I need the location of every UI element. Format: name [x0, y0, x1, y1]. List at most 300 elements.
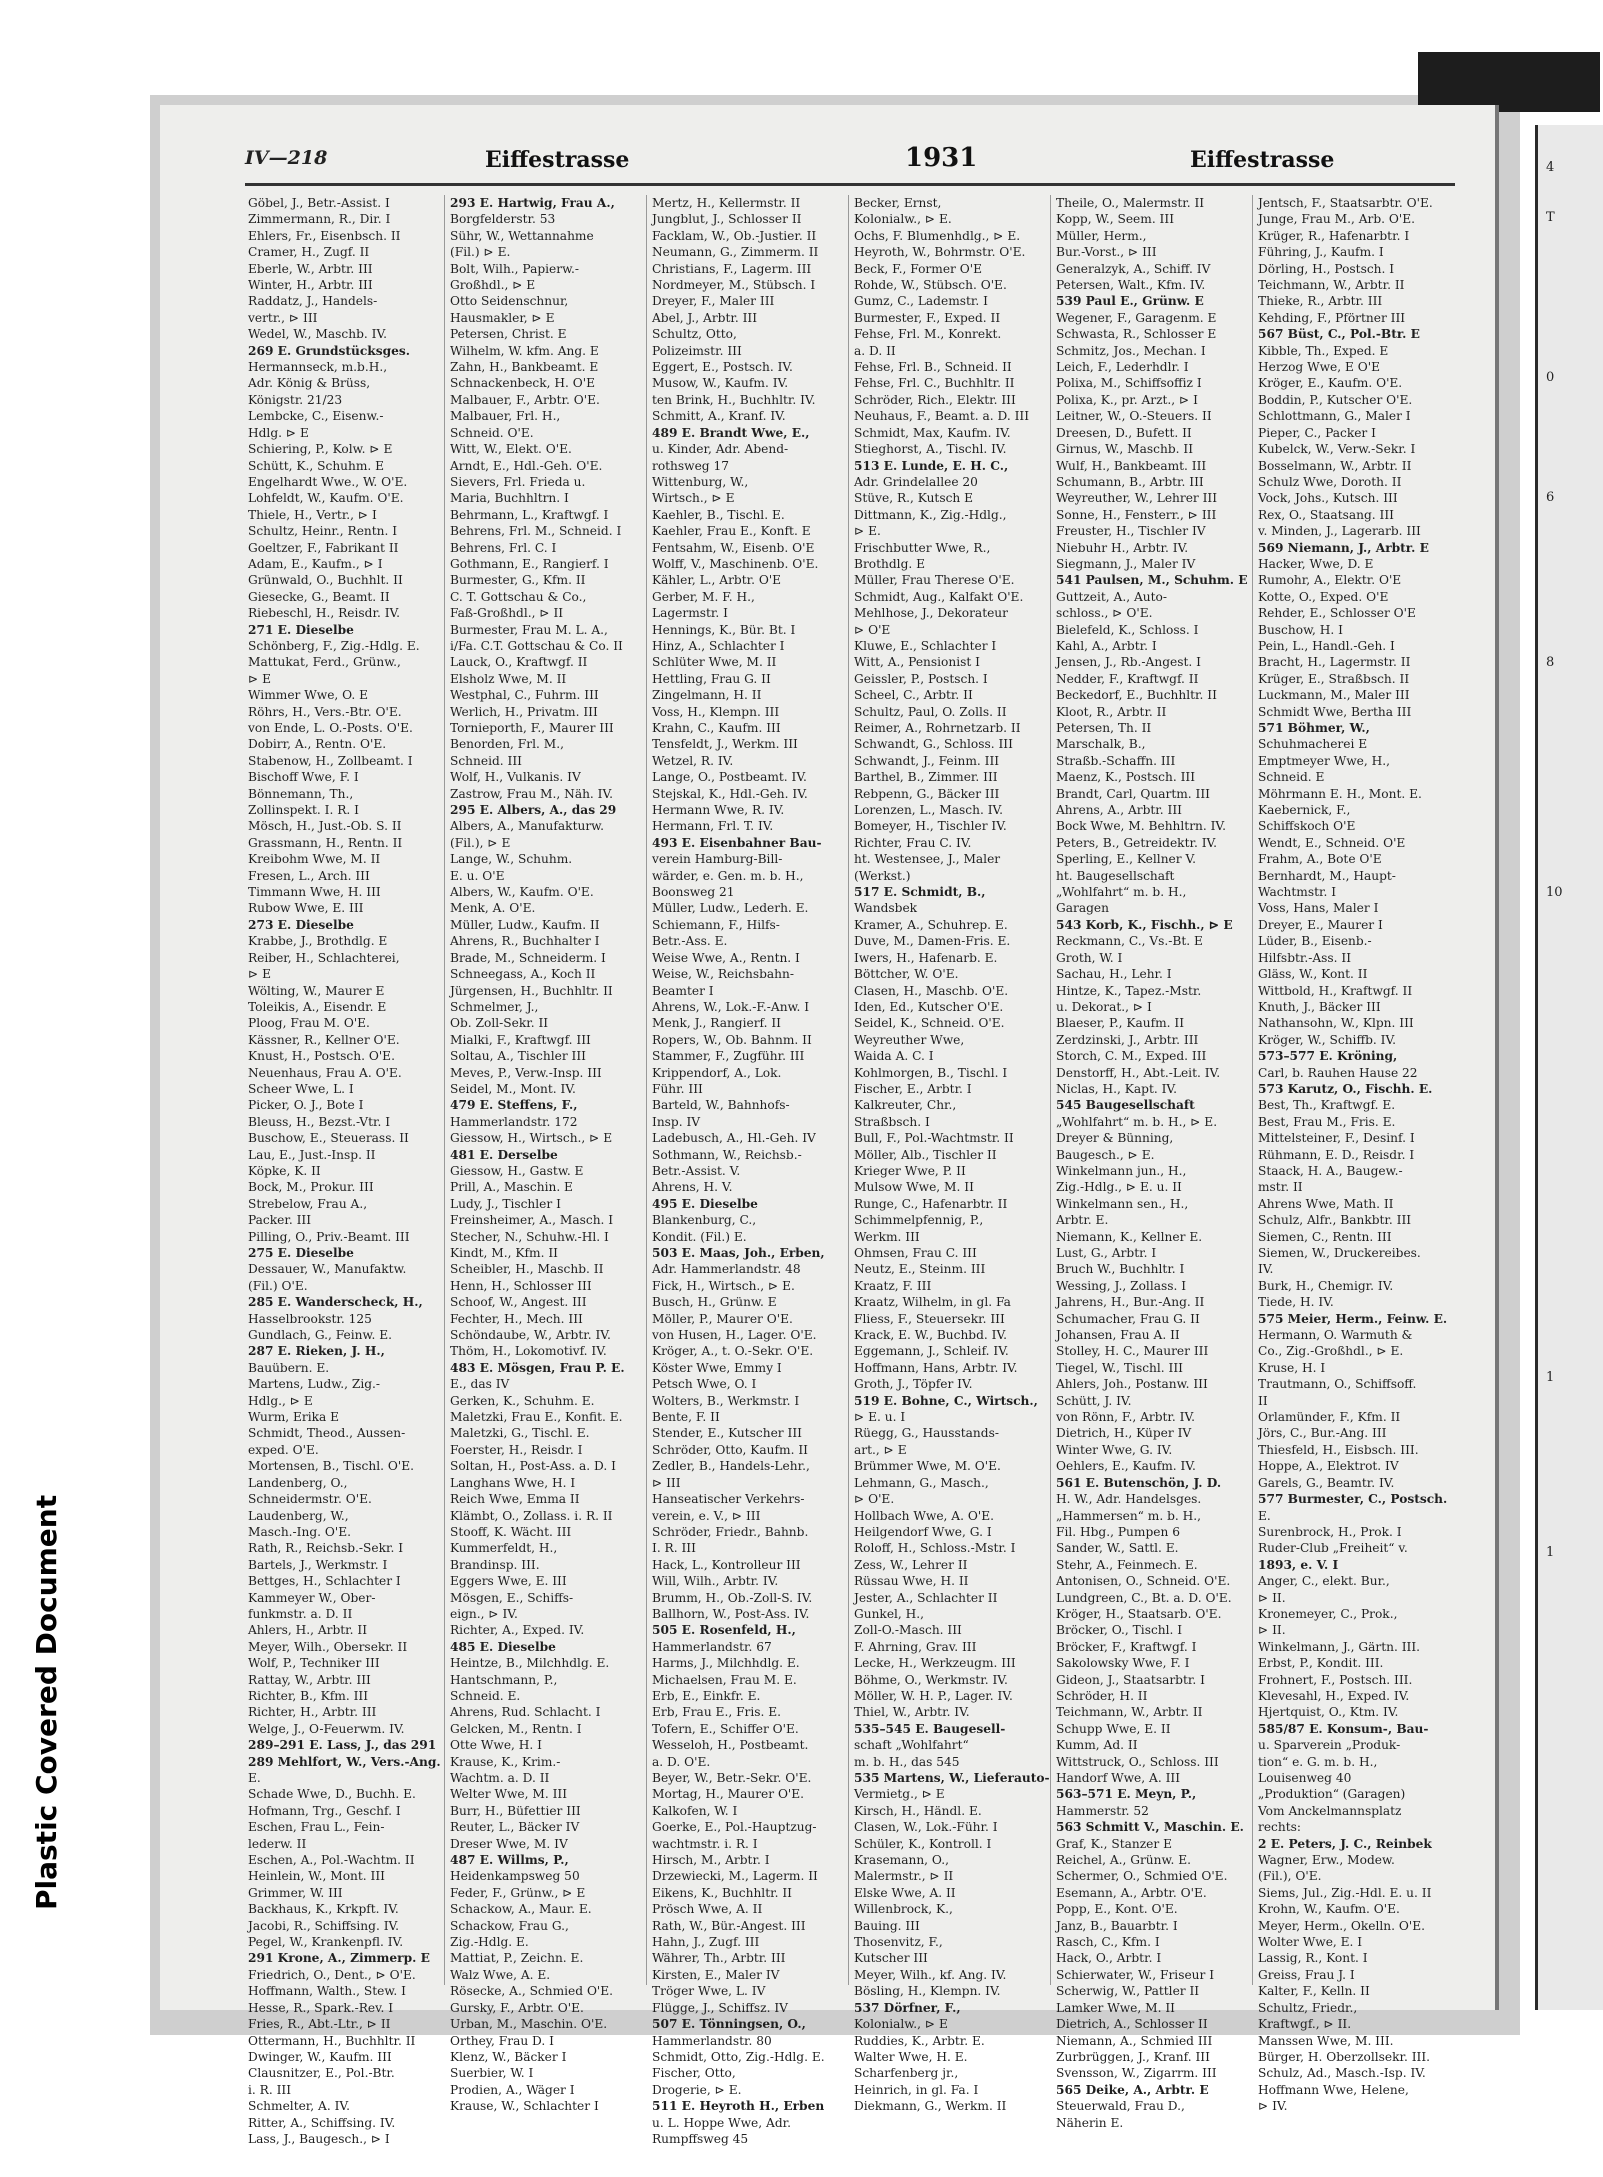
directory-entry: Krüger, R., Hafenarbtr. I	[1258, 228, 1410, 243]
directory-entry: Will, Wilh., Arbtr. IV.	[652, 1574, 779, 1589]
directory-entry: Kolonialw., ⊳ E	[854, 2017, 948, 2032]
directory-entry: Soltau, A., Tischler III	[450, 1049, 586, 1064]
directory-entry: rechts:	[1258, 1820, 1301, 1835]
directory-entry: Petsch Wwe, O. I	[652, 1377, 757, 1392]
directory-entry: Landenberg, O.,	[248, 1475, 348, 1490]
directory-entry: Greiss, Frau J. I	[1258, 1967, 1355, 1982]
directory-entry: Niemann, A., Schmied III	[1056, 2033, 1213, 2048]
directory-entry: Bauübern. E.	[248, 1360, 330, 1375]
directory-entry: Storch, C. M., Exped. III	[1056, 1049, 1207, 1064]
directory-entry: Drzewiecki, M., Lagerm. II	[652, 1869, 818, 1884]
directory-entry: Krasemann, O.,	[854, 1853, 949, 1868]
directory-entry: Zedler, B., Handels-Lehr.,	[652, 1459, 810, 1474]
directory-entry: Westphal, C., Fuhrm. III	[450, 688, 599, 703]
directory-entry: 271 E. Dieselbe	[248, 622, 354, 637]
directory-entry: Louisenweg 40	[1258, 1771, 1352, 1785]
directory-entry: Petersen, Th. II	[1056, 721, 1152, 735]
directory-entry: 535–545 E. Baugesell-	[854, 1721, 1006, 1736]
directory-entry: Dreyer, F., Maler III	[652, 294, 775, 309]
directory-entry: Teichmann, W., Arbtr. II	[1056, 1705, 1203, 1720]
directory-entry: Brandinsp. III.	[450, 1557, 540, 1572]
directory-entry: Krack, E. W., Buchbd. IV.	[854, 1328, 1008, 1343]
directory-entry: Reuter, L., Bäcker IV	[450, 1820, 580, 1835]
directory-entry: Nordmeyer, M., Stübsch. I	[652, 278, 816, 293]
directory-entry: Goerke, E., Pol.-Hauptzug-	[652, 1820, 817, 1835]
directory-entry: schloss., ⊳ O'E.	[1056, 606, 1153, 621]
directory-entry: Hermann, Frl. T. IV.	[652, 819, 774, 834]
directory-entry: Kraftwgf., ⊳ II.	[1258, 2017, 1352, 2032]
directory-entry: Antonisen, O., Schneid. O'E.	[1056, 1574, 1231, 1589]
directory-entry: Schade Wwe, D., Buchh. E.	[248, 1787, 416, 1802]
directory-entry: Kalter, F., Kelln. II	[1258, 1984, 1370, 1999]
directory-entry: Röhrs, H., Vers.-Btr. O'E.	[248, 704, 402, 719]
directory-entry: Zimmermann, R., Dir. I	[248, 212, 391, 227]
directory-entry: mstr. II	[1258, 1180, 1303, 1195]
directory-entry: Beck, F., Former O'E	[854, 261, 982, 276]
directory-entry: Kreibohm Wwe, M. II	[248, 852, 381, 867]
directory-entry: wärder, e. Gen. m. b. H.,	[652, 868, 804, 883]
directory-entry: Bleuss, H., Bezst.-Vtr. I	[248, 1114, 391, 1129]
directory-entry: ⊳ O'E	[854, 622, 891, 637]
directory-entry: Rumpffsweg 45	[652, 2131, 749, 2146]
directory-entry: Rohde, W., Stübsch. O'E.	[854, 278, 1007, 293]
directory-entry: Schackow, Frau G.,	[450, 1918, 569, 1933]
directory-entry: Garagen	[1056, 901, 1109, 916]
directory-entry: Ladebusch, A., Hl.-Geh. IV	[652, 1131, 816, 1146]
directory-entry: Kalkreuter, Chr.,	[854, 1098, 957, 1113]
directory-entry: Polixa, K., pr. Arzt., ⊳ I	[1056, 392, 1198, 407]
directory-entry: Wolters, B., Werkmstr. I	[652, 1393, 800, 1408]
directory-entry: Urban, M., Maschin. O'E.	[450, 2017, 608, 2032]
facing-page-char: 0	[1546, 370, 1555, 385]
directory-entry: Hammerlandstr. 172	[450, 1114, 578, 1129]
directory-entry: Rüegg, G., Hausstands-	[854, 1426, 999, 1441]
directory-entry: Ritter, A., Schiffsing. IV.	[248, 2115, 396, 2130]
directory-entry: verein Hamburg-Bill-	[652, 852, 783, 867]
directory-entry: Adr. Hammerlandstr. 48	[652, 1262, 801, 1277]
directory-entry: Feder, F., Grünw., ⊳ E	[450, 1885, 586, 1900]
directory-entry: Hanseatischer Verkehrs-	[652, 1492, 805, 1507]
directory-entry: Hantschmann, P.,	[450, 1672, 558, 1687]
directory-entry: Möller, P., Maurer O'E.	[652, 1311, 793, 1326]
directory-entry: Hermannseck, m.b.H.,	[248, 360, 388, 375]
directory-entry: Frischbutter Wwe, R.,	[854, 540, 991, 555]
directory-entry: Adr. Grindelallee 20	[854, 474, 978, 489]
directory-entry: Schwandt, G., Schloss. III	[854, 737, 1013, 752]
directory-entry: Pegel, W., Krankenpfl. IV.	[248, 1935, 404, 1950]
directory-entry: Bomeyer, H., Tischler IV.	[854, 819, 1007, 834]
directory-entry: Freinsheimer, A., Masch. I	[450, 1213, 614, 1228]
facing-page-char: T	[1546, 210, 1555, 225]
directory-entry: Burk, H., Chemigr. IV.	[1258, 1278, 1394, 1293]
directory-entry: Bischoff Wwe, F. I	[248, 770, 359, 785]
directory-entry: Jürgensen, H., Buchhltr. II	[450, 983, 613, 998]
directory-entry: Peters, B., Getreidektr. IV.	[1056, 835, 1218, 850]
directory-entry: Krüger, E., Straßbsch. II	[1258, 671, 1410, 686]
directory-entry: Elsholz Wwe, M. II	[450, 671, 567, 686]
directory-entry: I. R. III	[652, 1541, 696, 1556]
directory-entry: Schmidt Wwe, Bertha III	[1258, 704, 1412, 719]
directory-entry: Königstr. 21/23	[248, 392, 343, 407]
directory-entry: Wachtm. a. D. II	[450, 1771, 550, 1785]
directory-entry: Ropers, W., Ob. Bahnm. II	[652, 1032, 812, 1047]
directory-entry: Zerdzinski, J., Arbtr. III	[1056, 1032, 1199, 1047]
directory-entry: Tornieporth, F., Maurer III	[450, 721, 614, 735]
directory-entry: Eschen, Frau L., Fein-	[248, 1820, 385, 1835]
directory-entry: Lehmann, G., Masch.,	[854, 1475, 989, 1490]
directory-entry: Schackow, A., Maur. E.	[450, 1902, 592, 1917]
directory-entry: Maria, Buchhltrn. I	[450, 491, 569, 506]
directory-entry: von Rönn, F., Arbtr. IV.	[1056, 1410, 1196, 1425]
directory-entry: E.	[1258, 1508, 1271, 1523]
directory-entry: Clasen, H., Maschb. O'E.	[854, 983, 1009, 998]
directory-entry: Janz, B., Bauarbtr. I	[1056, 1918, 1178, 1933]
directory-entry: vertr., ⊳ III	[248, 310, 318, 325]
directory-entry: Bauing. III	[854, 1918, 920, 1933]
directory-entry: 571 Böhmer, W.,	[1258, 721, 1370, 735]
directory-entry: Kindt, M., Kfm. II	[450, 1246, 558, 1260]
directory-entry: Thosenvitz, F.,	[854, 1935, 943, 1950]
directory-entry: Ohmsen, Frau C. III	[854, 1246, 977, 1260]
directory-entry: Maenz, K., Postsch. III	[1056, 770, 1196, 785]
directory-entry: Schmidt, Theod., Aussen-	[248, 1426, 406, 1441]
directory-entry: Mösch, H., Just.-Ob. S. II	[248, 819, 402, 834]
directory-entry: 513 E. Lunde, E. H. C.,	[854, 458, 1009, 473]
facing-page-edge	[1535, 125, 1603, 2010]
directory-entry: Scheibler, H., Maschb. II	[450, 1262, 604, 1277]
directory-entry: 535 Martens, W., Lieferauto-	[854, 1771, 1050, 1785]
directory-entry: Schmelter, A. IV.	[248, 2099, 350, 2114]
directory-column-6	[1258, 195, 1448, 2114]
directory-entry: Rühmann, E. D., Reisdr. I	[1258, 1147, 1415, 1162]
directory-entry: Malbauer, F., Arbtr. O'E.	[450, 392, 600, 407]
directory-entry: Hahn, J., Zugf. III	[652, 1935, 760, 1950]
directory-entry: Stüve, R., Kutsch E	[854, 491, 974, 506]
directory-entry: Beyer, W., Betr.-Sekr. O'E.	[652, 1771, 812, 1785]
directory-entry: Fil. Hbg., Pumpen 6	[1056, 1524, 1180, 1539]
directory-entry: Wachtmstr. I	[1258, 885, 1337, 900]
directory-entry: Strebelow, Frau A.,	[248, 1196, 368, 1211]
directory-entry: Meyer, Wilh., Obersekr. II	[248, 1639, 408, 1654]
directory-entry: u. Dekorat., ⊳ I	[1056, 999, 1152, 1014]
directory-entry: Esemann, A., Arbtr. O'E.	[1056, 1885, 1207, 1900]
directory-entry: Köster Wwe, Emmy I	[652, 1360, 782, 1375]
directory-entry: Ahrens Wwe, Math. II	[1258, 1196, 1394, 1211]
directory-entry: ⊳ II.	[1258, 1590, 1286, 1605]
directory-entry: lederw. II	[248, 1836, 307, 1851]
directory-entry: Winkelmann, J., Gärtn. III.	[1258, 1639, 1421, 1654]
directory-entry: Bernhardt, M., Haupt-	[1258, 868, 1396, 883]
directory-entry: Abel, J., Arbtr. III	[652, 310, 758, 325]
directory-entry: Ochs, F. Blumenhdlg., ⊳ E.	[854, 228, 1021, 243]
directory-entry: Staack, H. A., Baugew.-	[1258, 1163, 1403, 1178]
directory-entry: 295 E. Albers, A., das 29	[450, 803, 617, 818]
directory-entry: Lorenzen, L., Masch. IV.	[854, 803, 1004, 818]
directory-entry: Ahrens, H. V.	[652, 1180, 733, 1195]
directory-entry: Lust, G., Arbtr. I	[1056, 1246, 1157, 1260]
directory-entry: Bielefeld, K., Schloss. I	[1056, 622, 1199, 637]
directory-entry: Burmester, F., Exped. II	[854, 310, 1001, 325]
directory-entry: Dreser Wwe, M. IV	[450, 1836, 568, 1851]
directory-entry: Reiber, H., Schlachterei,	[248, 950, 400, 965]
directory-entry: a. D. O'E.	[652, 1754, 711, 1769]
directory-entry: Masch.-Ing. O'E.	[248, 1524, 351, 1539]
directory-entry: Fehse, Frl. C., Buchhltr. II	[854, 376, 1015, 391]
directory-entry: Neumann, G., Zimmerm. II	[652, 245, 819, 260]
directory-entry: Sander, W., Sattl. E.	[1056, 1541, 1179, 1556]
directory-entry: Ballhorn, W., Post-Ass. IV.	[652, 1606, 810, 1621]
directory-entry: Hdlg., ⊳ E	[248, 1393, 313, 1408]
directory-entry: Sühr, W., Wettannahme	[450, 228, 594, 243]
directory-entry: Kehding, F., Pförtner III	[1258, 310, 1406, 325]
directory-entry: Reimer, A., Rohrnetzarb. II	[854, 721, 1021, 735]
directory-entry: Toleikis, A., Eisendr. E	[248, 999, 387, 1014]
directory-entry: Gunkel, H.,	[854, 1606, 925, 1621]
directory-entry: Witt, A., Pensionist I	[854, 655, 980, 670]
directory-entry: Fehse, Frl. B., Schneid. II	[854, 360, 1012, 375]
directory-entry: Ottermann, H., Buchhltr. II	[248, 2033, 416, 2048]
directory-entry: Pieper, C., Packer I	[1258, 425, 1376, 440]
directory-entry: Baugesch., ⊳ E.	[1056, 1147, 1155, 1162]
directory-entry: Kluwe, E., Schlachter I	[854, 638, 997, 653]
directory-entry: Bartels, J., Werkmstr. I	[248, 1557, 388, 1572]
directory-entry: Schmidt, Max, Kaufm. IV.	[854, 425, 1011, 440]
directory-entry: Schütt, K., Schuhm. E	[248, 458, 385, 473]
directory-entry: Kibble, Th., Exped. E	[1258, 343, 1389, 358]
directory-entry: Vermietg., ⊳ E	[854, 1787, 945, 1802]
directory-entry: Krause, W., Schlachter I	[450, 2099, 599, 2114]
directory-entry: Adr. König & Brüss,	[248, 376, 371, 391]
directory-entry: Manssen Wwe, M. III.	[1258, 2033, 1394, 2048]
directory-entry: Arbtr. E.	[1056, 1213, 1109, 1228]
directory-entry: Zollinspekt. I. R. I	[248, 803, 359, 818]
directory-entry: Währer, Th., Arbtr. III	[652, 1951, 786, 1966]
directory-entry: Ludy, J., Tischler I	[450, 1196, 561, 1211]
directory-entry: funkmstr. a. D. II	[248, 1606, 353, 1621]
directory-entry: Brandt, Carl, Quartm. III	[1056, 786, 1210, 801]
directory-entry: Frahm, A., Bote O'E	[1258, 852, 1382, 867]
directory-entry: Stolley, H. C., Maurer III	[1056, 1344, 1209, 1359]
directory-entry: Dörling, H., Postsch. I	[1258, 261, 1395, 276]
directory-entry: Straßbsch. I	[854, 1114, 930, 1129]
directory-entry: Schiffskoch O'E	[1258, 819, 1356, 834]
directory-entry: Richter, Frau C. IV.	[854, 835, 972, 850]
directory-entry: Schultz, Heinr., Rentn. I	[248, 524, 398, 539]
directory-entry: Straßb.-Schaffn. III	[1056, 753, 1176, 768]
directory-entry: Schlottmann, G., Maler I	[1258, 409, 1411, 424]
directory-entry: Bröcker, F., Kraftwgf. I	[1056, 1639, 1197, 1654]
directory-entry: Ahlers, H., Arbtr. II	[248, 1623, 368, 1638]
directory-entry: 2 E. Peters, J. C., Reinbek	[1258, 1836, 1432, 1851]
directory-entry: Petersen, Christ. E	[450, 327, 567, 342]
directory-entry: Stejskal, K., Hdl.-Geh. IV.	[652, 786, 808, 801]
directory-entry: Rösecke, A., Schmied O'E.	[450, 1984, 614, 1999]
directory-entry: Grassmann, H., Rentn. II	[248, 835, 403, 850]
directory-entry: Schneid. E.	[450, 1688, 521, 1703]
directory-entry: Schneid. O'E.	[450, 425, 534, 440]
directory-entry: Niemann, K., Kellner E.	[1056, 1229, 1203, 1244]
directory-entry: ⊳ E.	[854, 524, 881, 539]
directory-entry: 541 Paulsen, M., Schuhm. E	[1056, 573, 1248, 588]
directory-entry: Walter Wwe, H. E.	[854, 2049, 968, 2064]
directory-entry: C. T. Gottschau & Co.,	[450, 589, 587, 604]
directory-entry: Lassig, R., Kont. I	[1258, 1951, 1368, 1966]
directory-entry: u. L. Hoppe Wwe, Adr.	[652, 2115, 791, 2130]
directory-entry: Werlich, H., Privatm. III	[450, 704, 598, 719]
directory-entry: Prill, A., Maschin. E	[450, 1180, 573, 1195]
directory-entry: Co., Zig.-Großhdl., ⊳ E.	[1258, 1344, 1404, 1359]
directory-entry: 563–571 E. Meyn, P.,	[1056, 1787, 1197, 1802]
directory-entry: Hack, L., Kontrolleur III	[652, 1557, 801, 1572]
directory-entry: Wandsbek	[854, 901, 918, 916]
directory-entry: Roloff, H., Schloss.-Mstr. I	[854, 1541, 1016, 1556]
directory-entry: Herzog Wwe, E O'E	[1258, 360, 1381, 375]
directory-entry: Heinlein, W., Mont. III	[248, 1869, 385, 1884]
directory-entry: „Produktion“ (Garagen)	[1258, 1787, 1406, 1802]
directory-entry: Jacobi, R., Schiffsing. IV.	[248, 1918, 400, 1933]
directory-entry: u. Sparverein „Produk-	[1258, 1738, 1401, 1753]
directory-entry: Hintze, K., Tapez.-Mstr.	[1056, 983, 1202, 998]
directory-entry: Frohnert, F., Postsch. III.	[1258, 1672, 1413, 1687]
directory-entry: Foerster, H., Reisdr. I	[450, 1442, 583, 1457]
directory-entry: Bönnemann, Th.,	[248, 786, 354, 801]
directory-entry: Neuhaus, F., Beamt. a. D. III	[854, 409, 1030, 424]
directory-entry: Wimmer Wwe, O. E	[248, 688, 369, 703]
directory-entry: Winkelmann sen., H.,	[1056, 1196, 1189, 1211]
directory-entry: Christians, F., Lagerm. III	[652, 261, 812, 276]
directory-entry: Weyreuther, W., Lehrer III	[1056, 491, 1218, 506]
directory-entry: Ruddies, K., Arbtr. E.	[854, 2033, 985, 2048]
directory-entry: Cramer, H., Zugf. II	[248, 245, 370, 260]
directory-entry: Mortag, H., Maurer O'E.	[652, 1787, 805, 1802]
facing-page-char: 6	[1546, 490, 1555, 505]
directory-entry: Meves, P., Verw.-Insp. III	[450, 1065, 602, 1080]
directory-entry: Führing, J., Kaufm. I	[1258, 245, 1384, 260]
directory-entry: Schupp Wwe, E. II	[1056, 1721, 1171, 1736]
directory-entry: Hoppe, A., Elektrot. IV	[1258, 1459, 1399, 1474]
directory-entry: Lecke, H., Werkzeugm. III	[854, 1656, 1016, 1671]
directory-entry: Thiele, H., Vertr., ⊳ I	[248, 507, 377, 522]
directory-entry: Michaelsen, Frau M. E.	[652, 1672, 797, 1687]
directory-entry: Klämbt, O., Zollass. i. R. II	[450, 1508, 613, 1523]
directory-entry: m. b. H., das 545	[854, 1754, 960, 1769]
directory-entry: Anger, C., elekt. Bur.,	[1258, 1574, 1390, 1589]
directory-entry: Benorden, Frl. M.,	[450, 737, 564, 752]
directory-entry: Brade, M., Schneiderm. I	[450, 950, 606, 965]
directory-entry: Kummerfeldt, H.,	[450, 1541, 558, 1556]
directory-entry: Schiering, P., Kolw. ⊳ E	[248, 442, 393, 457]
directory-entry: Surenbrock, H., Prok. I	[1258, 1524, 1402, 1539]
directory-entry: Rebpenn, G., Bäcker III	[854, 786, 1000, 801]
directory-entry: Eggers Wwe, E. III	[450, 1574, 567, 1589]
directory-entry: Möller, Alb., Tischler II	[854, 1147, 997, 1162]
directory-entry: schaft „Wohlfahrt“	[854, 1738, 969, 1753]
directory-entry: Behrens, Frl. M., Schneid. I	[450, 524, 622, 539]
directory-entry: Scheel, C., Arbtr. II	[854, 688, 973, 703]
directory-entry: Hinz, A., Schlachter I	[652, 638, 785, 653]
directory-entry: Bruch W., Buchhltr. I	[1056, 1262, 1185, 1277]
directory-entry: Malbauer, Frl. H.,	[450, 409, 561, 424]
directory-entry: Ehlers, Fr., Eisenbsch. II	[248, 228, 401, 243]
directory-entry: Bolt, Wilh., Papierw.-	[450, 261, 580, 276]
directory-entry: Jörs, C., Bur.-Ang. III	[1258, 1426, 1387, 1441]
directory-column-3	[652, 195, 842, 2146]
directory-entry: Wulf, H., Bankbeamt. III	[1056, 458, 1207, 473]
directory-entry: Fechter, H., Mech. III	[450, 1311, 583, 1326]
directory-entry: Harms, J., Milchhdlg. E.	[652, 1656, 800, 1671]
directory-entry: Lamker Wwe, M. II	[1056, 2000, 1175, 2015]
directory-entry: Knuth, J., Bäcker III	[1258, 999, 1381, 1014]
directory-entry: Gerber, M. F. H.,	[652, 589, 755, 604]
directory-entry: Musow, W., Kaufm. IV.	[652, 376, 789, 391]
directory-entry: Mattukat, Ferd., Grünw.,	[248, 655, 401, 670]
directory-entry: tion“ e. G. m. b. H.,	[1258, 1754, 1378, 1769]
directory-entry: Neuenhaus, Frau A. O'E.	[248, 1065, 402, 1080]
directory-entry: Timmann Wwe, H. III	[248, 885, 381, 900]
directory-entry: Adam, E., Kaufm., ⊳ I	[248, 556, 383, 571]
directory-entry: Grimmer, W. III	[248, 1885, 343, 1900]
directory-entry: Schröder, Otto, Kaufm. II	[652, 1442, 808, 1457]
directory-entry: Sothmann, W., Reichsb.-	[652, 1147, 802, 1162]
directory-entry: Zastrow, Frau M., Näh. IV.	[450, 786, 614, 801]
directory-entry: Kröger, H., Staatsarb. O'E.	[1056, 1606, 1222, 1621]
directory-entry: (Werkst.)	[854, 868, 911, 883]
directory-entry: Klenz, W., Bäcker I	[450, 2049, 567, 2064]
directory-entry: Heidenkampsweg 50	[450, 1869, 580, 1884]
directory-entry: Müller, Ludw., Lederh. E.	[652, 901, 809, 916]
directory-entry: Zahn, H., Bankbeamt. E	[450, 360, 599, 375]
directory-entry: Rehder, E., Schlosser O'E	[1258, 606, 1416, 621]
directory-entry: 545 Baugesellschaft	[1056, 1098, 1195, 1113]
directory-entry: Iden, Ed., Kutscher O'E.	[854, 999, 1004, 1014]
directory-entry: Tensfeldt, J., Werkm. III	[652, 737, 798, 752]
directory-entry: Scharfenberg jr.,	[854, 2066, 959, 2081]
directory-entry: Voss, H., Klempn. III	[652, 704, 780, 719]
directory-entry: Weyreuther Wwe,	[854, 1032, 965, 1047]
directory-entry: 507 E. Tönningsen, O.,	[652, 2017, 806, 2032]
directory-entry: Stabenow, H., Zollbeamt. I	[248, 753, 413, 768]
directory-entry: Gläss, W., Kont. II	[1258, 967, 1368, 982]
directory-entry: Schütt, J. IV.	[1056, 1393, 1132, 1408]
facing-page-char: 1	[1546, 1370, 1555, 1385]
directory-entry: Geissler, P., Postsch. I	[854, 671, 988, 686]
directory-entry: Schmidt, Aug., Kalfakt O'E.	[854, 589, 1024, 604]
directory-entry: 273 E. Dieselbe	[248, 917, 354, 932]
directory-entry: Weise, W., Reichsbahn-	[652, 967, 794, 982]
scanner-shadow	[1418, 52, 1600, 112]
street-title-left: Eiffestrasse	[485, 147, 630, 173]
directory-entry: (Fil.), ⊳ E	[450, 835, 511, 850]
directory-entry: ⊳ O'E.	[854, 1492, 895, 1507]
directory-entry: Kröger, A., t. O.-Sekr. O'E.	[652, 1344, 814, 1359]
directory-entry: Schierwater, W., Friseur I	[1056, 1967, 1215, 1982]
directory-entry: Bröcker, O., Tischl. I	[1056, 1623, 1183, 1638]
directory-entry: u. Kinder, Adr. Abend-	[652, 442, 789, 457]
directory-entry: Schröder, H. II	[1056, 1688, 1148, 1703]
directory-entry: 275 E. Dieselbe	[248, 1246, 354, 1260]
directory-entry: Menk, A. O'E.	[450, 901, 536, 916]
directory-entry: F. Ahrning, Grav. III	[854, 1639, 977, 1654]
directory-entry: (Fil.), O'E.	[1258, 1869, 1322, 1884]
directory-entry: Eggemann, J., Schleif. IV.	[854, 1344, 1009, 1359]
directory-entry: Wittbold, H., Kraftwgf. II	[1258, 983, 1413, 998]
directory-entry: Clausnitzer, E., Pol.-Btr.	[248, 2066, 395, 2081]
directory-entry: Bock, M., Prokur. III	[248, 1180, 374, 1195]
directory-entry: Hacker, Wwe, D. E	[1258, 556, 1374, 571]
directory-entry: Rattay, W., Arbtr. III	[248, 1672, 371, 1687]
directory-entry: Graf, K., Stanzer E	[1056, 1836, 1172, 1851]
directory-column-2	[450, 195, 640, 2114]
